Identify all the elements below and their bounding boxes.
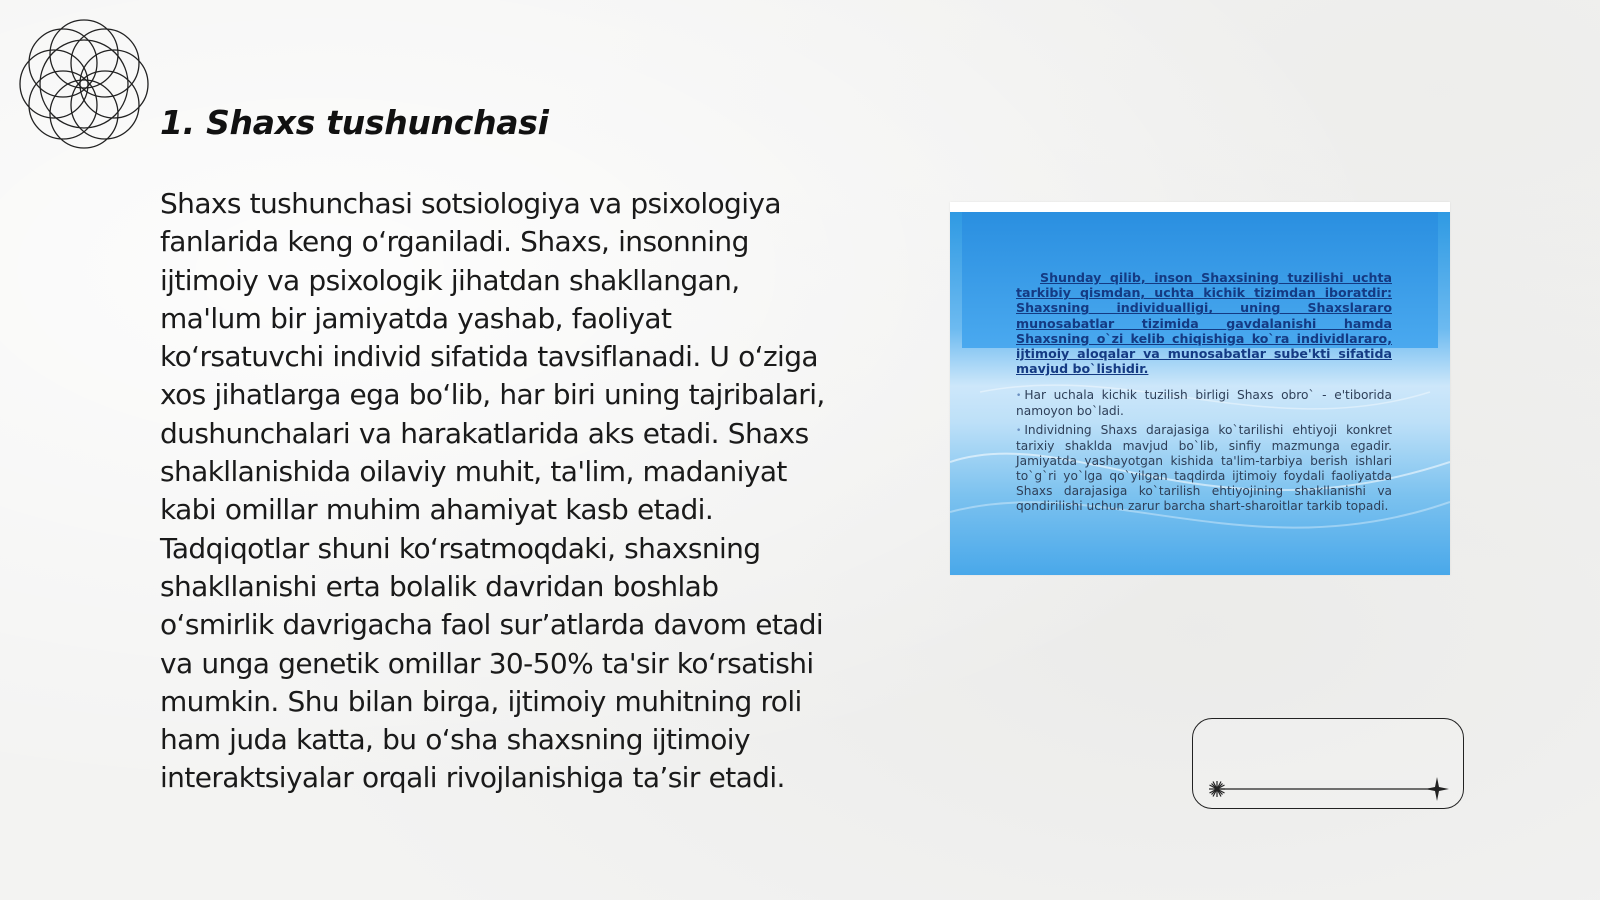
slide-point-2-text: Individning Shaxs darajasiga ko`tarilishi ehtiyoji konkret tarixiy shaklda mavjud bo`lib, sinfiy mazmunga egadir. Jamiyatda yashayotgan kishida ta'lim-tarbiya berish ishlari to`g`ri yo`lga qo`yilgan taqdirda ijtimoiy foydali faoliyatda Shaxs darajasiga ko`tarilish ehtiyojining shakllanishi va qondirilishi uchun zarur barcha shart-sharoitlar tarkib topadi.: [1016, 423, 1392, 514]
page-title: 1. Shaxs tushunchasi: [160, 103, 549, 142]
bullet-icon: •: [1016, 391, 1022, 402]
slide-point-2: [1016, 423, 1392, 514]
slide-point-1-text: Har uchala kichik tuzilish birligi Shaxs obro` - e'tiborida namoyon bo`ladi.: [1016, 388, 1392, 419]
bullet-icon: •: [1016, 426, 1022, 437]
crosshair-star-icon: [1425, 777, 1449, 801]
slide-point-1: [1016, 388, 1392, 419]
slide-lead-text: Shunday qilib, inson Shaxsining tuzilishi uchta tarkibiy qismdan, uchta kichik tizimdan iboratdir: Shaxsning individualligi, uning Shaxslararo munosabatlar tizimida gavdalanishi hamda Shaxsning o`zi kelib chiqishiga ko`ra individlararo, ijtimoiy aloqalar va munosabatlar sube'kti sifatida mavjud bo`lishidir.: [1016, 270, 1392, 377]
sparkle-icon: [1209, 781, 1225, 797]
slide-text-block: [1016, 270, 1392, 518]
embedded-slide-image: [950, 212, 1450, 575]
decorative-line: [1193, 719, 1465, 810]
circles-rosette-logo: [10, 10, 158, 158]
main-paragraph: Shaxs tushunchasi sotsiologiya va psixologiya fanlarida keng o‘rganiladi. Shaxs, insonning ijtimoiy va psixologik jihatdan shakllangan, ma'lum bir jamiyatda yashab, faoliyat ko‘rsatuvchi individ sifatida tavsiflanadi. U o‘ziga xos jihatlarga ega bo‘lib, har biri uning tajribalari, dushunchalari va harakatlarida aks etadi. Shaxs shakllanishida oilaviy muhit, ta'lim, madaniyat kabi omillar muhim ahamiyat kasb etadi. Tadqiqotlar shuni ko‘rsatmoqdaki, shaxsning shakllanishi erta bolalik davridan boshlab o‘smirlik davrigacha faol sur’atlarda davom etadi va unga genetik omillar 30-50% ta'sir ko‘rsatishi mumkin. Shu bilan birga, ijtimoiy muhitning roli ham juda katta, bu o‘sha shaxsning ijtimoiy interaktsiyalar orqali rivojlanishiga ta’sir etadi.: [160, 187, 825, 795]
decorative-line-box: [1192, 718, 1464, 809]
